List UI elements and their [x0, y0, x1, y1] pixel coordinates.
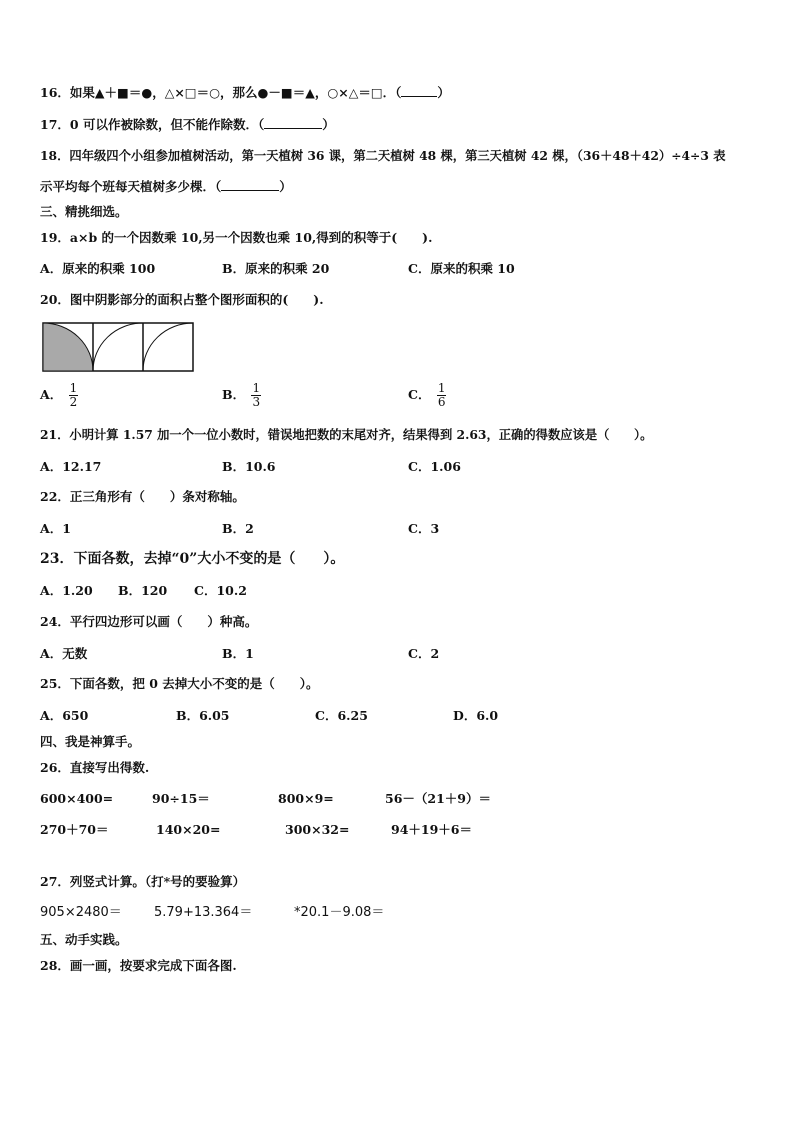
question-23-text: 23．下面各数，去掉“0”大小不变的是（ ）。 — [40, 551, 345, 567]
q19-option-a[interactable]: A．原来的积乘 100 — [40, 261, 156, 276]
calc-item: 270＋70＝ — [40, 822, 109, 837]
q24-option-c[interactable]: C．2 — [408, 646, 440, 661]
q19-option-c[interactable]: C．原来的积乘 10 — [408, 261, 515, 276]
question-17-text: 17．0 可以作被除数，但不能作除数．（ — [40, 117, 265, 132]
vertical-calc-item: 905×2480＝ — [40, 905, 122, 920]
fraction: $\frac{1}{3}$ — [252, 381, 261, 409]
section-heading-4: 四、我是神算手。 — [40, 734, 141, 749]
q22-option-c[interactable]: C．3 — [408, 521, 440, 536]
q24-option-b[interactable]: B．1 — [222, 646, 254, 661]
q25-option-c[interactable]: C．6.25 — [315, 708, 368, 723]
question-16: 16．如果▲＋■＝●，△×□＝○，那么●－■＝▲，○×△＝□．（ ） — [40, 85, 450, 100]
calc-item: 90÷15＝ — [152, 791, 210, 806]
shaded-squares-figure — [42, 322, 194, 372]
q23-option-c[interactable]: C．10.2 — [194, 583, 247, 598]
question-18-line2: 示平均每个班每天植树多少棵．（ ） — [40, 179, 292, 194]
vertical-calc-item: 5.79+13.364＝ — [154, 905, 253, 920]
vertical-calc-item: *20.1－9.08＝ — [294, 905, 385, 920]
question-22-text: 22．正三角形有（ ）条对称轴。 — [40, 489, 245, 504]
fraction: $\frac{1}{2}$ — [69, 381, 78, 409]
q23-option-a[interactable]: A．1.20 — [40, 583, 93, 598]
question-27-text: 27．列竖式计算。（打*号的要验算） — [40, 874, 246, 889]
q24-option-a[interactable]: A．无数 — [40, 646, 88, 661]
calc-item: 140×20= — [156, 822, 221, 837]
q22-option-b[interactable]: B．2 — [222, 521, 254, 536]
question-17: 17．0 可以作被除数，但不能作除数．（ ） — [40, 117, 335, 132]
q25-option-b[interactable]: B．6.05 — [176, 708, 230, 723]
question-19-text: 19．a×b 的一个因数乘 10,另一个因数也乘 10,得到的积等于( ). — [40, 230, 433, 245]
q20-option-b[interactable]: B． $\frac{1}{3}$ — [222, 381, 261, 409]
calc-item: 94＋19＋6＝ — [391, 822, 472, 837]
calc-item: 800×9= — [278, 791, 334, 806]
q25-option-a[interactable]: A．650 — [40, 708, 89, 723]
q19-option-b[interactable]: B．原来的积乘 20 — [222, 261, 330, 276]
answer-blank[interactable] — [221, 178, 279, 191]
calc-item: 56－（21＋9）＝ — [385, 791, 491, 806]
fraction: $\frac{1}{6}$ — [437, 381, 446, 409]
question-18-line1: 18．四年级四个小组参加植树活动，第一天植树 36 课，第二天植树 48 棵，第三天植树 42 棵，（36＋48＋42）÷4÷3 表 — [40, 148, 726, 163]
question-20-text: 20．图中阴影部分的面积占整个图形面积的( ). — [40, 292, 324, 307]
question-16-text: 16．如果▲＋■＝●，△×□＝○，那么●－■＝▲，○×△＝□．（ — [40, 85, 402, 100]
q21-option-a[interactable]: A．12.17 — [40, 459, 102, 474]
question-24-text: 24．平行四边形可以画（ ）种高。 — [40, 614, 258, 629]
calc-item: 600×400= — [40, 791, 114, 806]
question-28-text: 28．画一画，按要求完成下面各图. — [40, 958, 237, 973]
q21-option-c[interactable]: C．1.06 — [408, 459, 461, 474]
question-25-text: 25．下面各数，把 0 去掉大小不变的是（ ）。 — [40, 676, 319, 691]
section-heading-5: 五、动手实践。 — [40, 932, 128, 947]
section-heading-3: 三、精挑细选。 — [40, 204, 128, 219]
q20-option-a[interactable]: A． $\frac{1}{2}$ — [40, 381, 78, 409]
answer-blank[interactable] — [401, 84, 437, 97]
q22-option-a[interactable]: A．1 — [40, 521, 71, 536]
question-26-text: 26．直接写出得数. — [40, 760, 150, 775]
q20-option-c[interactable]: C． $\frac{1}{6}$ — [408, 381, 446, 409]
answer-blank[interactable] — [264, 116, 322, 129]
question-21-text: 21．小明计算 1.57 加一个一位小数时，错误地把数的末尾对齐，结果得到 2.63，正确的得数应该是（ ）。 — [40, 427, 653, 442]
q25-option-d[interactable]: D．6.0 — [453, 708, 499, 723]
q21-option-b[interactable]: B．10.6 — [222, 459, 276, 474]
q23-option-b[interactable]: B．120 — [118, 583, 168, 598]
calc-item: 300×32= — [285, 822, 350, 837]
